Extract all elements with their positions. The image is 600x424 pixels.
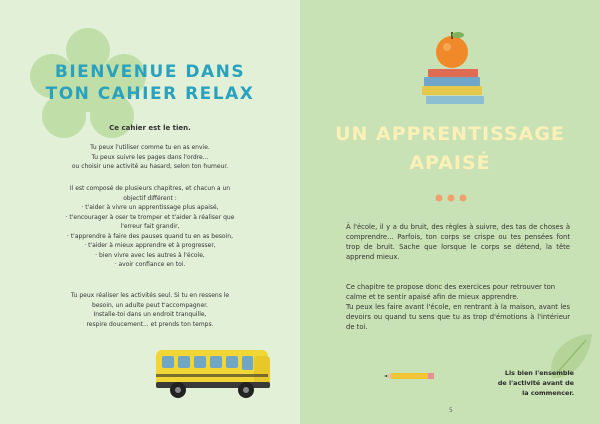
left-subtitle: Ce cahier est le tien.	[109, 124, 191, 132]
left-paragraph-2	[0, 184, 300, 270]
text-line: l'erreur fait grandir,	[120, 223, 180, 230]
school-bus-icon	[154, 346, 274, 402]
right-paragraph-2a: Ce chapitre te propose donc des exercices pour retrouver ton calme et te sentir apaisé afin de mieux apprendre.	[346, 283, 556, 301]
right-page	[300, 0, 600, 424]
text-line: Tu peux l'utiliser comme tu en as envie.	[90, 144, 210, 151]
left-title-line2: TON CAHIER RELAX	[45, 84, 255, 104]
text-line: · t'apprendre à faire des pauses quand tu en as besoin,	[67, 232, 233, 240]
text-line: besoin, un adulte peut t'accompagner.	[92, 301, 208, 309]
activity-instruction: Lis bien l'ensemble de l'activité avant de la commencer.	[497, 369, 574, 397]
right-title-line2: APAISÉ	[409, 152, 491, 174]
text-line: ou choisir une activité au hasard, selon ton humeur.	[71, 163, 229, 170]
text-line: Tu peux suivre les pages dans l'ordre...	[91, 153, 209, 161]
pencil-icon	[384, 372, 438, 380]
left-paragraph-3	[0, 291, 300, 329]
text-line: · bien vivre avec les autres à l'école,	[95, 251, 205, 259]
text-line: Installe-toi dans un endroit tranquille,	[93, 311, 207, 318]
text-line: · avoir confiance en toi.	[114, 261, 186, 268]
text-line: Tu peux réaliser les activités seul. Si tu en ressens le	[70, 292, 230, 299]
apple-on-books-icon	[418, 24, 488, 106]
right-title-line1: UN APPRENTISSAGE	[335, 123, 565, 145]
left-paragraph-1	[0, 143, 300, 172]
right-paragraph-2b: Tu peux les faire avant l'école, en rentrant à la maison, avant les devoirs ou quand tu sens que tu as trop d'émotions à l'intérieur de toi.	[346, 303, 570, 331]
text-line: · t'encourager à oser te tromper et t'aider à réaliser que	[65, 213, 235, 221]
text-line: · t'aider à vivre un apprentissage plus apaisé,	[81, 204, 219, 211]
text-line: respire doucement... et prends ton temps.	[86, 320, 214, 328]
right-paragraph-1: À l'école, il y a du bruit, des règles à suivre, des tas de choses à comprendre... Parfois, ton corps se crispe ou tes pensées font trop de bruit. Sache que lorsque le corps se détend, la tête apprend mieux.	[346, 223, 570, 261]
text-line: · t'aider à mieux apprendre et à progresser,	[84, 242, 216, 249]
page-number: 5	[449, 407, 453, 414]
left-title-line1: BIENVENUE DANS	[54, 62, 246, 82]
text-line: objectif différent :	[123, 194, 177, 202]
flower-icon	[28, 28, 148, 138]
ornament-flowers-icon	[434, 193, 468, 203]
text-line: Il est composé de plusieurs chapitres, et chacun a un	[69, 185, 231, 192]
